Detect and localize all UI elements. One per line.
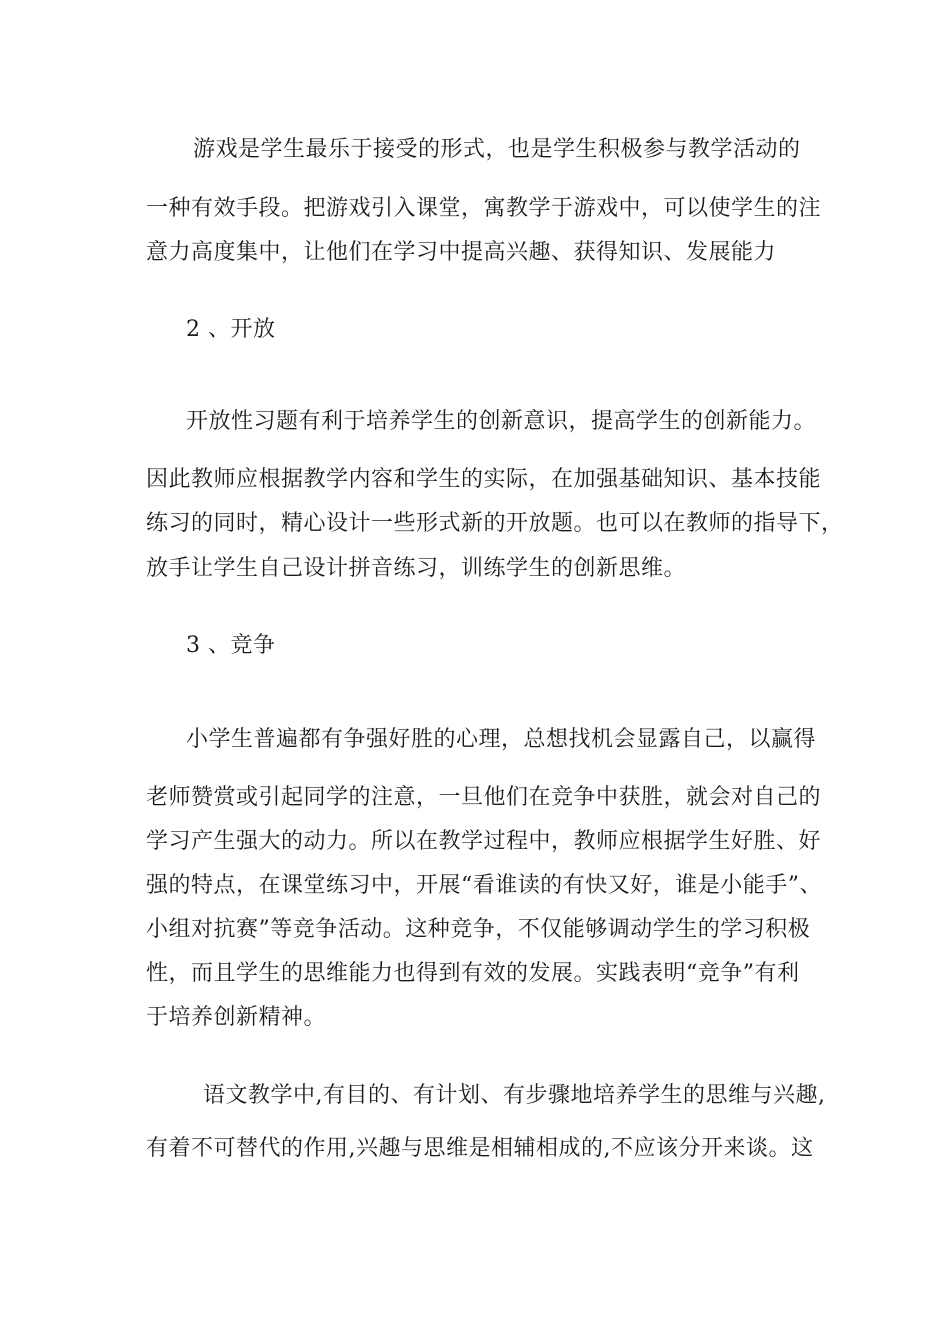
paragraph-line: 强的特点，在课堂练习中，开展“看谁读的有快又好，谁是小能手”、 bbox=[146, 873, 822, 898]
paragraph-line: 语文教学中,有目的、有计划、有步骤地培养学生的思维与兴趣, bbox=[203, 1083, 826, 1108]
paragraph-line: 因此教师应根据教学内容和学生的实际，在加强基础知识、基本技能 bbox=[146, 467, 822, 492]
paragraph-line: 学习产生强大的动力。所以在教学过程中，教师应根据学生好胜、好 bbox=[146, 829, 822, 854]
paragraph-line: 开放性习题有利于培养学生的创新意识，提高学生的创新能力。 bbox=[186, 409, 817, 434]
paragraph-line: 老师赞赏或引起同学的注意，一旦他们在竞争中获胜，就会对自己的 bbox=[146, 785, 822, 810]
paragraph-line: 游戏是学生最乐于接受的形式，也是学生积极参与教学活动的 bbox=[193, 137, 801, 162]
paragraph-line: 性，而且学生的思维能力也得到有效的发展。实践表明“竞争”有利 bbox=[146, 961, 800, 986]
paragraph-line: 意力高度集中，让他们在学习中提高兴趣、获得知识、发展能力 bbox=[146, 240, 777, 265]
section-heading: 2 、开放 bbox=[186, 317, 276, 342]
paragraph-line: 小组对抗赛”等竞争活动。这种竞争，不仅能够调动学生的学习积极 bbox=[146, 917, 811, 942]
paragraph-line: 有着不可替代的作用,兴趣与思维是相辅相成的,不应该分开来谈。这 bbox=[146, 1136, 814, 1161]
section-heading: 3 、竞争 bbox=[186, 633, 276, 658]
paragraph-line: 放手让学生自己设计拼音练习，训练学生的创新思维。 bbox=[146, 556, 687, 581]
paragraph-line: 一种有效手段。把游戏引入课堂，寓教学于游戏中，可以使学生的注 bbox=[146, 196, 822, 221]
paragraph-line: 练习的同时，精心设计一些形式新的开放题。也可以在教师的指导下， bbox=[146, 511, 844, 536]
paragraph-line: 于培养创新精神。 bbox=[146, 1005, 327, 1030]
paragraph-line: 小学生普遍都有争强好胜的心理，总想找机会显露自己，以赢得 bbox=[186, 727, 817, 752]
